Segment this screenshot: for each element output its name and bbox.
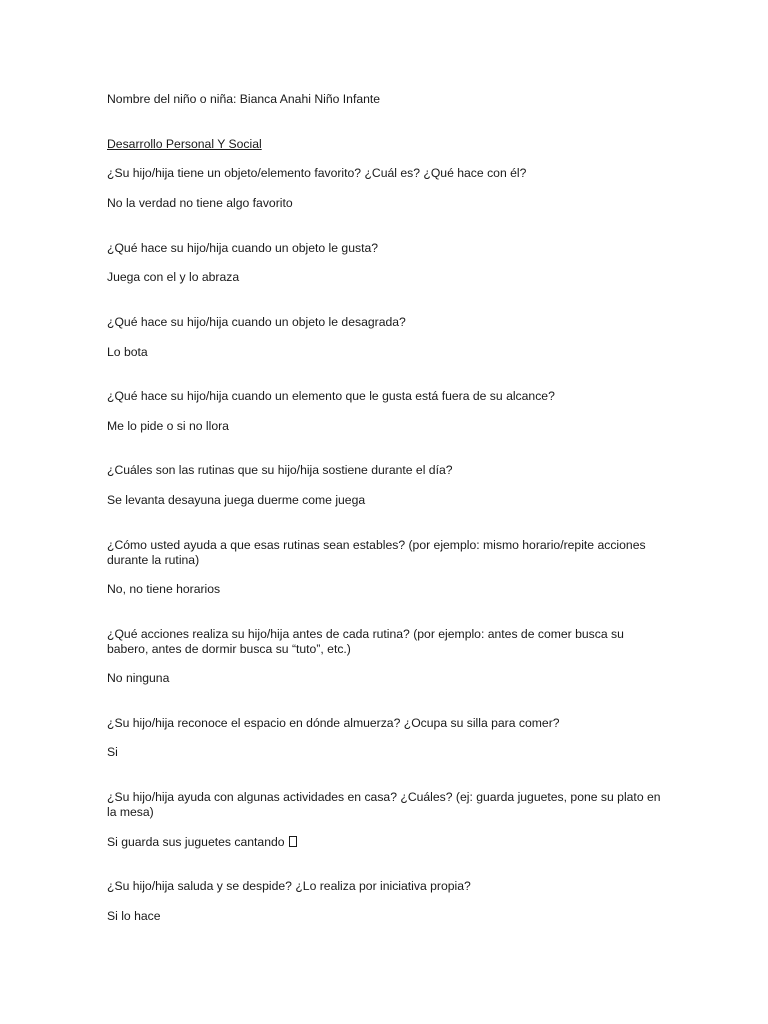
answer-7: No ninguna xyxy=(107,671,170,685)
child-name-line: Nombre del niño o niña: Bianca Anahi Niño Infante xyxy=(107,92,381,106)
answer-2: Juega con el y lo abraza xyxy=(107,270,240,284)
question-7: ¿Qué acciones realiza su hijo/hija antes de cada rutina? (por ejemplo: antes de comer busca su babero, antes de dormir busca su “tuto”, etc.) xyxy=(107,627,624,656)
question-3: ¿Qué hace su hijo/hija cuando un objeto le desagrada? xyxy=(107,315,406,329)
section-title: Desarrollo Personal Y Social xyxy=(107,137,262,151)
answer-6: No, no tiene horarios xyxy=(107,582,221,596)
question-5: ¿Cuáles son las rutinas que su hijo/hija sostiene durante el día? xyxy=(107,463,453,477)
missing-glyph-icon xyxy=(289,836,297,847)
question-4: ¿Qué hace su hijo/hija cuando un elemento que le gusta está fuera de su alcance? xyxy=(107,389,555,403)
question-8: ¿Su hijo/hija reconoce el espacio en dónde almuerza? ¿Ocupa su silla para comer? xyxy=(107,716,560,730)
question-6: ¿Cómo usted ayuda a que esas rutinas sean estables? (por ejemplo: mismo horario/repite acciones durante la rutina) xyxy=(107,538,646,567)
answer-1: No la verdad no tiene algo favorito xyxy=(107,196,293,210)
answer-10: Si lo hace xyxy=(107,909,161,923)
answer-3: Lo bota xyxy=(107,345,148,359)
answer-9-line xyxy=(107,835,667,850)
question-10: ¿Su hijo/hija saluda y se despide? ¿Lo realiza por iniciativa propia? xyxy=(107,879,471,893)
question-9: ¿Su hijo/hija ayuda con algunas actividades en casa? ¿Cuáles? (ej: guarda juguetes, pone su plato en la mesa) xyxy=(107,790,661,819)
answer-5: Se levanta desayuna juega duerme come juega xyxy=(107,493,366,507)
question-1: ¿Su hijo/hija tiene un objeto/elemento favorito? ¿Cuál es? ¿Qué hace con él? xyxy=(107,166,527,180)
answer-9: Si guarda sus juguetes cantando xyxy=(107,835,285,849)
answer-4: Me lo pide o si no llora xyxy=(107,419,229,433)
answer-8: Si xyxy=(107,745,118,759)
question-2: ¿Qué hace su hijo/hija cuando un objeto le gusta? xyxy=(107,241,379,255)
